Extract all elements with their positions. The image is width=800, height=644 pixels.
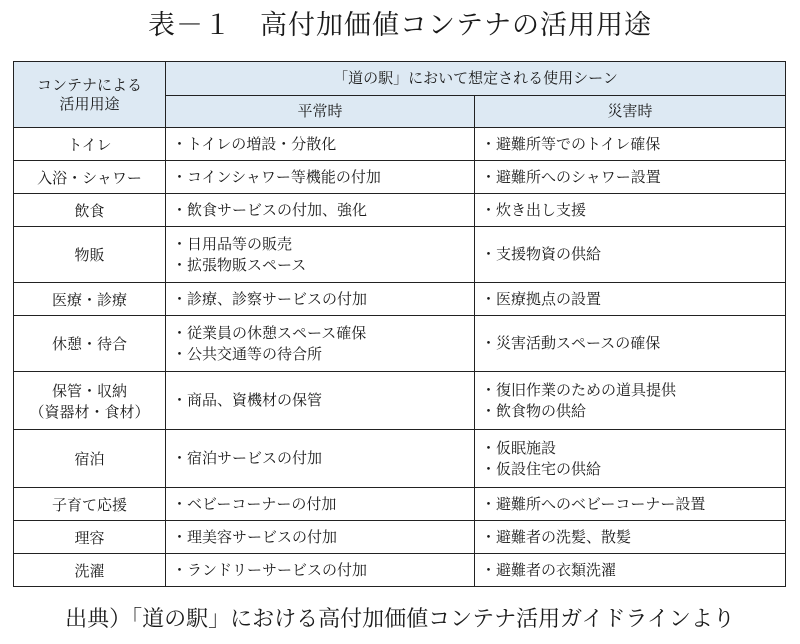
table-row <box>14 227 786 283</box>
source-note: 出典）「道の駅」における高付加価値コンテナ活用ガイドラインより <box>65 607 735 632</box>
normal-cell-line: ・診療、診察サービスの付加 <box>172 289 368 308</box>
disaster-cell-line: ・仮眠施設 <box>481 438 557 457</box>
normal-cell-line: ・理美容サービスの付加 <box>172 527 338 546</box>
normal-cell-line: ・従業員の休憩スペース確保 <box>172 323 367 342</box>
disaster-cell <box>475 227 786 283</box>
normal-cell-line: ・ランドリーサービスの付加 <box>172 560 368 579</box>
disaster-cell-line: ・医療拠点の設置 <box>481 289 602 308</box>
category-cell <box>14 316 166 372</box>
normal-cell <box>166 521 475 554</box>
normal-cell <box>166 372 475 430</box>
header-disaster: 災害時 <box>475 96 786 128</box>
table-row <box>14 554 786 587</box>
table-row <box>14 194 786 227</box>
category-cell-line: （資器材・食材） <box>29 402 150 421</box>
table-row <box>14 521 786 554</box>
disaster-cell <box>475 283 786 316</box>
category-cell-line: トイレ <box>67 135 112 154</box>
category-cell-line: 医療・診療 <box>51 290 127 309</box>
category-cell-line: 飲食 <box>74 201 105 220</box>
category-cell-line: 保管・収納 <box>51 381 127 400</box>
disaster-cell-line: ・炊き出し支援 <box>481 200 587 219</box>
normal-cell <box>166 194 475 227</box>
normal-cell <box>166 488 475 521</box>
table-title: 表－１ 高付加価値コンテナの活用用途 <box>148 10 652 41</box>
header-normal: 平常時 <box>166 96 475 128</box>
disaster-cell <box>475 521 786 554</box>
category-cell <box>14 554 166 587</box>
normal-cell <box>166 554 475 587</box>
disaster-cell <box>475 161 786 194</box>
disaster-cell <box>475 430 786 488</box>
category-cell <box>14 161 166 194</box>
header-scene: 「道の駅」において想定される使用シーン <box>166 62 786 96</box>
disaster-cell <box>475 316 786 372</box>
category-cell-line: 子育て応援 <box>51 495 127 514</box>
normal-cell <box>166 128 475 161</box>
normal-cell-line: ・ベビーコーナーの付加 <box>172 494 337 513</box>
container-uses-table <box>13 61 786 587</box>
normal-cell-line: ・トイレの増設・分散化 <box>172 134 337 153</box>
disaster-cell <box>475 372 786 430</box>
table-row <box>14 316 786 372</box>
category-cell-line: 入浴・シャワー <box>37 168 142 187</box>
category-cell-line: 休憩・待合 <box>51 335 127 353</box>
category-cell <box>14 488 166 521</box>
category-cell <box>14 521 166 554</box>
disaster-cell-line: ・避難者の洗髪、散髪 <box>481 527 632 546</box>
disaster-cell <box>475 128 786 161</box>
normal-cell <box>166 430 475 488</box>
table-body <box>14 128 786 587</box>
table-row <box>14 430 786 488</box>
category-cell-line: 宿泊 <box>74 450 105 468</box>
normal-cell-line: ・飲食サービスの付加、強化 <box>172 200 368 219</box>
category-cell <box>14 227 166 283</box>
table-row <box>14 283 786 316</box>
normal-cell-line: ・商品、資機材の保管 <box>172 391 323 409</box>
category-cell-line: 物販 <box>74 246 105 264</box>
category-cell <box>14 283 166 316</box>
header-category <box>14 62 166 128</box>
disaster-cell-line: ・避難所へのベビーコーナー設置 <box>481 494 706 513</box>
disaster-cell-line: ・仮設住宅の供給 <box>481 459 602 478</box>
normal-cell-line: ・拡張物販スペース <box>172 255 307 274</box>
table-row <box>14 488 786 521</box>
disaster-cell-line: ・復旧作業のための道具提供 <box>481 380 677 399</box>
normal-cell-line: ・公共交通等の待合所 <box>172 344 323 363</box>
normal-cell <box>166 316 475 372</box>
normal-cell-line: ・コインシャワー等機能の付加 <box>172 167 381 186</box>
normal-cell <box>166 161 475 194</box>
disaster-cell-line: ・飲食物の供給 <box>481 401 587 420</box>
normal-cell-line: ・宿泊サービスの付加 <box>172 449 323 467</box>
disaster-cell <box>475 194 786 227</box>
disaster-cell-line: ・災害活動スペースの確保 <box>481 334 661 352</box>
disaster-cell <box>475 554 786 587</box>
header-category-line: コンテナによる <box>36 75 142 94</box>
table-row <box>14 128 786 161</box>
category-cell <box>14 128 166 161</box>
disaster-cell <box>475 488 786 521</box>
normal-cell <box>166 283 475 316</box>
category-cell <box>14 194 166 227</box>
category-cell-line: 理容 <box>74 528 105 547</box>
category-cell-line: 洗濯 <box>74 561 105 580</box>
disaster-cell-line: ・避難者の衣類洗濯 <box>481 560 617 579</box>
table-row <box>14 372 786 430</box>
category-cell <box>14 430 166 488</box>
category-cell <box>14 372 166 430</box>
disaster-cell-line: ・避難所へのシャワー設置 <box>481 167 661 186</box>
disaster-cell-line: ・支援物資の供給 <box>481 245 602 263</box>
header-category-line: 活用用途 <box>59 94 120 113</box>
normal-cell-line: ・日用品等の販売 <box>172 234 293 253</box>
table-row <box>14 161 786 194</box>
disaster-cell-line: ・避難所等でのトイレ確保 <box>481 134 661 153</box>
normal-cell <box>166 227 475 283</box>
